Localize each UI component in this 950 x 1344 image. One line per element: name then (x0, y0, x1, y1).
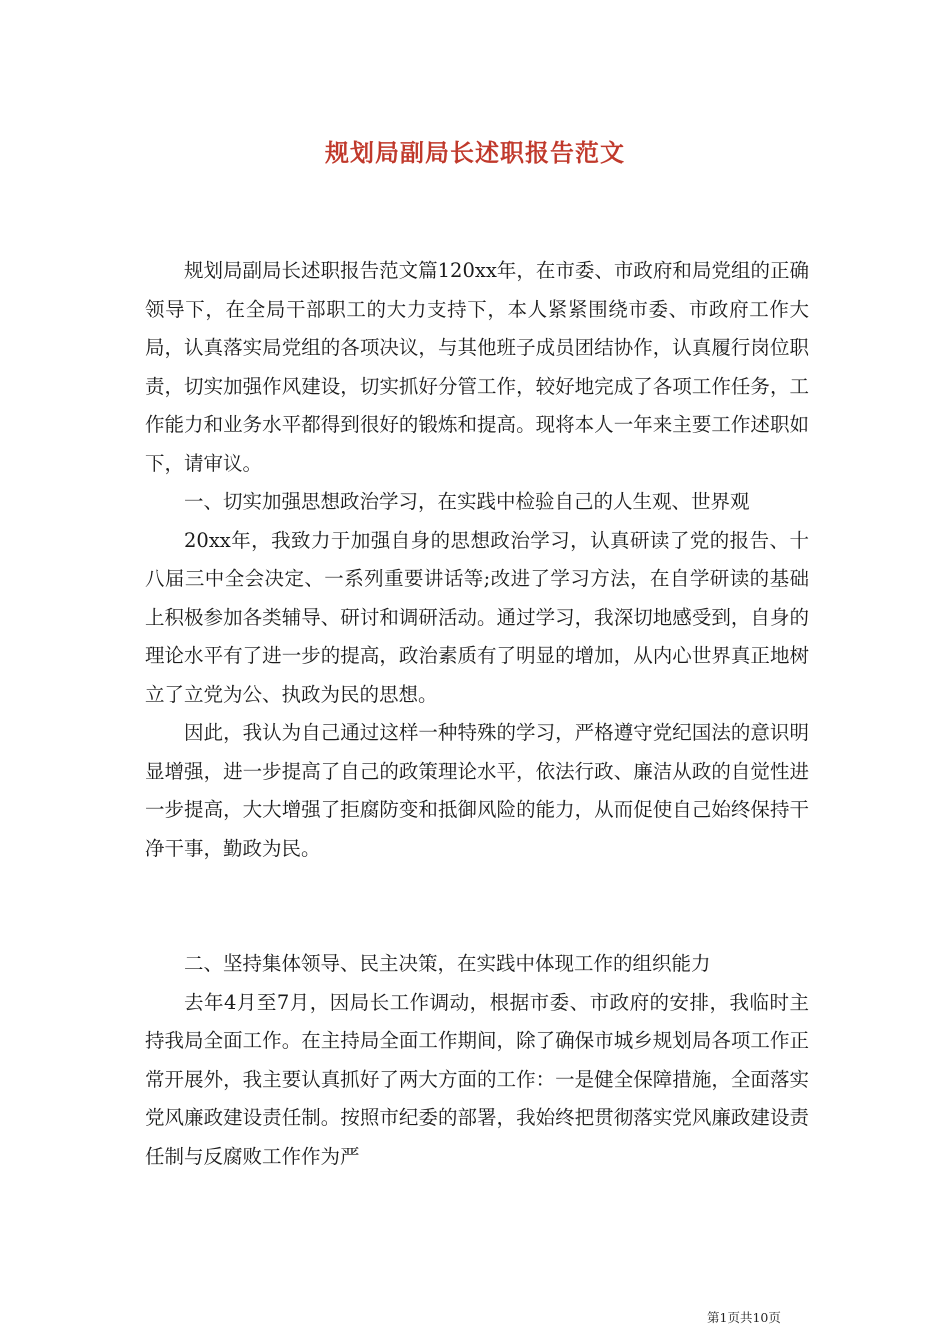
paragraph: 规划局副局长述职报告范文篇120xx年，在市委、市政府和局党组的正确领导下，在全局干部职工的大力支持下，本人紧紧围绕市委、市政府工作大局，认真落实局党组的各项决议，与其他班子成员团结协作，认真履行岗位职责，切实加强作风建设，切实抓好分管工作，较好地完成了各项工作任务，工作能力和业务水平都得到很好的锻炼和提高。现将本人一年来主要工作述职如下，请审议。 (145, 259, 809, 475)
paragraph: 因此，我认为自己通过这样一种特殊的学习，严格遵守党纪国法的意识明显增强，进一步提高了自己的政策理论水平，依法行政、廉洁从政的自觉性进一步提高，大大增强了拒腐防变和抵御风险的能力，从而促使自己始终保持干净干事，勤政为民。 (145, 721, 809, 860)
document-body (145, 252, 809, 1176)
section-heading: 一、切实加强思想政治学习，在实践中检验自己的人生观、世界观 (184, 490, 750, 513)
paragraph-gap (145, 868, 809, 945)
document-title: 规划局副局长述职报告范文 (325, 138, 625, 167)
paragraph: 20xx年，我致力于加强自身的思想政治学习，认真研读了党的报告、十八届三中全会决定、一系列重要讲话等;改进了学习方法，在自学研读的基础上积极参加各类辅导、研讨和调研活动。通过学习，我深切地感受到，自身的理论水平有了进一步的提高，政治素质有了明显的增加，从内心世界真正地树立了立党为公、执政为民的思想。 (145, 528, 809, 706)
page-number: 第1页共10页 (707, 1310, 781, 1325)
paragraph: 去年4月至7月，因局长工作调动，根据市委、市政府的安排，我临时主持我局全面工作。在主持局全面工作期间，除了确保市城乡规划局各项工作正常开展外，我主要认真抓好了两大方面的工作：一是健全保障措施，全面落实党风廉政建设责任制。按照市纪委的部署，我始终把贯彻落实党风廉政建设责任制与反腐败工作作为严 (145, 990, 809, 1168)
section-heading: 二、坚持集体领导、民主决策，在实践中体现工作的组织能力 (184, 952, 711, 975)
